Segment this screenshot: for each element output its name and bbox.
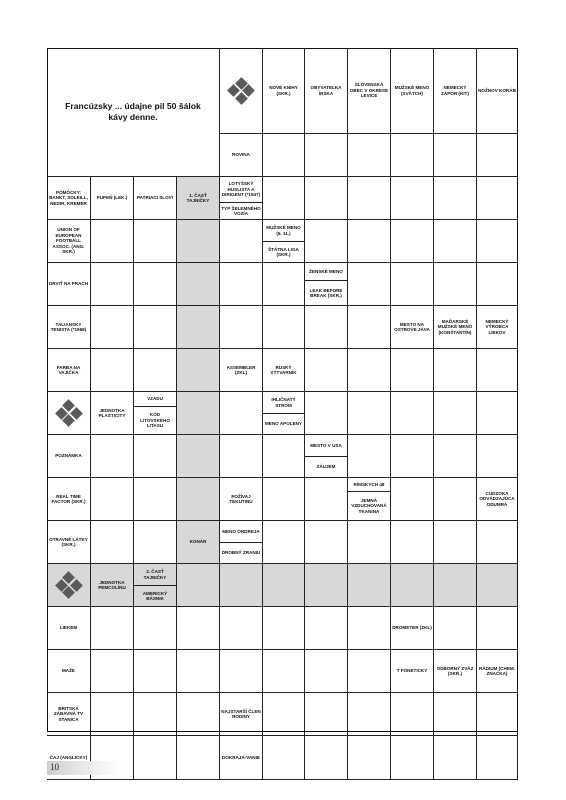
split-clue-cell <box>263 220 305 263</box>
answer-cell[interactable] <box>220 607 263 650</box>
clue-text: NOVÉ KNIHY (SKR.) <box>269 85 298 96</box>
answer-cell[interactable] <box>134 736 177 780</box>
answer-cell[interactable] <box>434 263 477 306</box>
answer-cell[interactable] <box>134 220 177 263</box>
answer-cell[interactable] <box>263 435 305 478</box>
answer-cell[interactable] <box>91 693 134 736</box>
answer-cell[interactable] <box>134 263 177 306</box>
page-number: 10 <box>50 762 59 772</box>
clue-text-top: MENO ONDREJA <box>220 521 262 543</box>
answer-cell[interactable] <box>177 650 220 693</box>
answer-cell[interactable] <box>177 564 220 607</box>
clue-text-top: LOTYŠSKÝ HUSLISTA A DIRIGENT (*1947) <box>220 177 262 203</box>
split-clue-cell <box>134 564 177 607</box>
clue-cell <box>91 392 134 435</box>
answer-cell[interactable] <box>434 564 477 607</box>
clue-text: LIEKEM <box>59 625 78 631</box>
clue-cell <box>434 650 477 693</box>
clue-cell <box>220 736 263 780</box>
clue-text: DROMETER (ZKL) <box>392 625 432 631</box>
answer-cell[interactable] <box>177 392 220 435</box>
clue-text: MUŽSKÉ MENO (SVÄTCH) <box>394 85 430 96</box>
answer-cell[interactable] <box>348 177 391 220</box>
clue-cell <box>177 521 220 564</box>
answer-cell[interactable] <box>477 220 518 263</box>
diamond-ornament-icon <box>57 573 81 597</box>
clue-text: OTRAVNÉ LÁTKY (SKR.) <box>49 536 88 547</box>
answer-cell[interactable] <box>391 736 434 780</box>
clue-text-top: VZADU <box>134 392 176 407</box>
answer-cell[interactable] <box>134 478 177 521</box>
clue-cell <box>434 306 477 349</box>
answer-cell[interactable] <box>263 478 305 521</box>
clue-cell <box>391 650 434 693</box>
answer-cell[interactable] <box>134 607 177 650</box>
answer-cell[interactable] <box>177 349 220 392</box>
answer-cell[interactable] <box>177 736 220 780</box>
answer-cell[interactable] <box>434 134 477 177</box>
answer-cell[interactable] <box>477 435 518 478</box>
answer-cell[interactable] <box>434 521 477 564</box>
clue-cell <box>177 177 220 220</box>
answer-cell[interactable] <box>263 607 305 650</box>
answer-cell[interactable] <box>305 736 348 780</box>
answer-cell[interactable] <box>305 564 348 607</box>
answer-cell[interactable] <box>134 693 177 736</box>
clue-cell <box>47 650 91 693</box>
answer-cell[interactable] <box>263 693 305 736</box>
answer-cell[interactable] <box>263 306 305 349</box>
clue-text: JEDNOTKA PEMCOLÍNU <box>98 579 126 590</box>
answer-cell[interactable] <box>305 650 348 693</box>
answer-cell[interactable] <box>177 263 220 306</box>
answer-cell[interactable] <box>134 650 177 693</box>
answer-cell[interactable] <box>477 607 518 650</box>
clue-cell <box>391 48 434 134</box>
answer-cell[interactable] <box>91 607 134 650</box>
clue-text-bottom: KÓD LITOVSKÉHO LITASU <box>140 412 170 429</box>
clue-cell <box>477 478 518 521</box>
answer-cell[interactable] <box>91 521 134 564</box>
split-clue-cell <box>220 177 263 220</box>
clue-cell <box>348 48 391 134</box>
diamond-cell <box>220 48 263 134</box>
answer-cell[interactable] <box>134 306 177 349</box>
answer-cell[interactable] <box>434 736 477 780</box>
answer-cell[interactable] <box>348 349 391 392</box>
clue-text: JEDNOTKA PLASTICITY <box>98 407 126 418</box>
clue-text: PUPEŇ (LEK.) <box>96 195 128 201</box>
clue-text: MESTO NA OSTROVE JÁVA <box>394 321 430 332</box>
clue-cell <box>220 693 263 736</box>
clue-cell <box>91 564 134 607</box>
clue-cell <box>91 177 134 220</box>
answer-cell[interactable] <box>391 392 434 435</box>
answer-cell[interactable] <box>91 435 134 478</box>
puzzle-title: Francúzsky ... údajne pil 50 šálok kávy denne. <box>65 101 201 122</box>
clue-text: NEMECKÝ ZÁPOR (KIT) <box>441 85 469 96</box>
answer-cell[interactable] <box>263 650 305 693</box>
answer-cell[interactable] <box>348 263 391 306</box>
answer-cell[interactable] <box>348 134 391 177</box>
clue-cell <box>47 607 91 650</box>
answer-cell[interactable] <box>91 220 134 263</box>
clue-text: KONÁR <box>189 539 207 545</box>
clue-text: POMÔCKY: BANKT, SOLEILL, NEDIR, KREMER <box>49 189 88 206</box>
answer-cell[interactable] <box>305 177 348 220</box>
diamond-ornament-icon <box>229 79 253 103</box>
clue-cell <box>47 177 91 220</box>
clue-cell <box>220 134 263 177</box>
split-clue-cell <box>305 435 348 478</box>
answer-cell[interactable] <box>220 564 263 607</box>
answer-cell[interactable] <box>305 220 348 263</box>
clue-text: CUDZOKA ODVÁDZAJÚCA ODUMRA <box>479 490 515 507</box>
clue-text: REAL TIME FACTOR (SKR.) <box>51 493 86 504</box>
clue-cell <box>220 349 263 392</box>
answer-cell[interactable] <box>91 349 134 392</box>
clue-text: NOŽNOV KORÁB <box>478 87 516 93</box>
clue-text-top: MUŽSKÉ MENO (5. 11.) <box>263 220 304 242</box>
answer-cell[interactable] <box>220 263 263 306</box>
clue-text-top: 2. ČASŤ TAJNIČKY <box>134 564 176 586</box>
diamond-ornament-icon <box>57 401 81 425</box>
clue-text-bottom: DROBNÝ ZRANIU <box>221 550 261 556</box>
clue-cell <box>434 48 477 134</box>
clue-cell <box>134 177 177 220</box>
answer-cell[interactable] <box>348 220 391 263</box>
answer-cell[interactable] <box>305 693 348 736</box>
answer-cell[interactable] <box>477 564 518 607</box>
clue-text: PATRIACI SLOVI <box>136 195 174 201</box>
clue-cell <box>47 220 91 263</box>
clue-cell <box>391 607 434 650</box>
answer-cell[interactable] <box>477 177 518 220</box>
split-clue-cell <box>348 478 391 521</box>
clue-text: MAĎARSKÉ MUŽSKÉ MENO (KONŠTANTÍN) <box>437 318 473 335</box>
answer-cell[interactable] <box>134 349 177 392</box>
answer-cell[interactable] <box>220 220 263 263</box>
answer-cell[interactable] <box>477 392 518 435</box>
clue-text: NAJSTARŠÍ ČLEN RODINY <box>221 708 261 719</box>
clue-text-bottom: LEAK BEFORE BREAK (SKR.) <box>309 287 343 298</box>
clue-text: BRITSKÁ ZÁBAVNÁ TV STANICA <box>53 705 84 722</box>
clue-text-top: IHLIČNATÝ STROM <box>263 392 304 414</box>
answer-cell[interactable] <box>263 736 305 780</box>
answer-cell[interactable] <box>177 478 220 521</box>
clue-cell <box>263 48 305 134</box>
answer-cell[interactable] <box>305 478 348 521</box>
answer-cell[interactable] <box>391 134 434 177</box>
clue-text: NEMECKÝ VÝROBCA LIEKOV <box>485 318 509 335</box>
clue-cell <box>47 478 91 521</box>
answer-cell[interactable] <box>220 392 263 435</box>
answer-cell[interactable] <box>434 349 477 392</box>
answer-cell[interactable] <box>391 693 434 736</box>
answer-cell[interactable] <box>434 693 477 736</box>
answer-cell[interactable] <box>305 349 348 392</box>
answer-cell[interactable] <box>391 220 434 263</box>
answer-cell[interactable] <box>134 435 177 478</box>
answer-cell[interactable] <box>220 306 263 349</box>
answer-cell[interactable] <box>391 478 434 521</box>
clue-cell <box>220 478 263 521</box>
clue-text: ODBORNÝ ZVÄZ (SKR.) <box>436 665 474 676</box>
clue-text: RUSKÝ VÝTVARNÍK <box>270 364 297 375</box>
answer-cell[interactable] <box>348 736 391 780</box>
answer-cell[interactable] <box>263 521 305 564</box>
answer-cell[interactable] <box>477 736 518 780</box>
clue-cell <box>477 48 518 134</box>
clue-text-bottom: JEMNÁ VZDUCHOVANÁ TKANINA <box>351 497 387 514</box>
answer-cell[interactable] <box>220 435 263 478</box>
answer-cell[interactable] <box>263 564 305 607</box>
clue-cell <box>391 306 434 349</box>
answer-cell[interactable] <box>391 435 434 478</box>
clue-text: ROVINA <box>232 152 250 158</box>
clue-text: TALIANSKY TENISTA (*1958) <box>50 321 87 332</box>
answer-cell[interactable] <box>434 220 477 263</box>
clue-text-top: ŽENSKÉ MENO <box>305 263 347 281</box>
clue-cell <box>47 263 91 306</box>
answer-cell[interactable] <box>434 607 477 650</box>
answer-cell[interactable] <box>91 263 134 306</box>
diamond-cell <box>47 392 91 435</box>
clue-text-bottom: TYP ŠELEMNÉHO VOZÍA <box>221 205 261 216</box>
answer-cell[interactable] <box>348 693 391 736</box>
clue-cell <box>47 306 91 349</box>
clue-text: T FONETICKY <box>396 668 428 674</box>
answer-cell[interactable] <box>134 521 177 564</box>
answer-cell[interactable] <box>477 521 518 564</box>
puzzle-title-cell <box>47 48 220 177</box>
answer-cell[interactable] <box>263 263 305 306</box>
split-clue-cell <box>263 392 305 435</box>
clue-cell <box>47 521 91 564</box>
answer-cell[interactable] <box>348 521 391 564</box>
clue-text: FARBA NA VAJÍČKA <box>56 364 81 375</box>
clue-text: SLOVENSKÁ OBEC V OKRESE LEVICE <box>349 82 389 99</box>
split-clue-cell <box>305 263 348 306</box>
clue-cell <box>263 349 305 392</box>
answer-cell[interactable] <box>305 392 348 435</box>
clue-cell <box>47 693 91 736</box>
answer-cell[interactable] <box>391 177 434 220</box>
answer-cell[interactable] <box>91 306 134 349</box>
answer-cell[interactable] <box>305 521 348 564</box>
answer-cell[interactable] <box>434 478 477 521</box>
clue-text: DRVIŤ NA PRACH <box>48 281 89 287</box>
answer-cell[interactable] <box>348 435 391 478</box>
clue-text: UNION OF EUROPEAN FOOTBALL ASSOC. (ANG. SKR.) <box>52 227 85 255</box>
answer-cell[interactable] <box>434 392 477 435</box>
clue-cell <box>477 650 518 693</box>
clue-text-bottom: MENO APOLENY <box>264 421 303 427</box>
answer-cell[interactable] <box>477 349 518 392</box>
answer-cell[interactable] <box>177 435 220 478</box>
clue-cell <box>47 435 91 478</box>
answer-cell[interactable] <box>477 263 518 306</box>
answer-cell[interactable] <box>348 392 391 435</box>
clue-text: POZNÁMKA <box>55 453 82 459</box>
answer-cell[interactable] <box>305 306 348 349</box>
split-clue-cell <box>134 392 177 435</box>
clue-text: RÁDIUM (CHEM. ZNAČKA) <box>479 665 515 676</box>
clue-text: MAŽE <box>61 668 75 674</box>
clue-text-bottom: AMERICKÝ BÁSNIK <box>142 590 168 601</box>
clue-text: ČAJ (ANGLICKY) <box>49 754 88 760</box>
clue-text-top: RÍMSKYCH 48 <box>348 478 390 492</box>
answer-cell[interactable] <box>477 693 518 736</box>
crossword-grid <box>47 48 518 760</box>
answer-cell[interactable] <box>91 478 134 521</box>
clue-text-top: MESTO V USA <box>305 435 347 457</box>
clue-text: ASSEMBLER (ZKL) <box>226 364 256 375</box>
answer-cell[interactable] <box>434 177 477 220</box>
diamond-cell <box>47 564 91 607</box>
answer-cell[interactable] <box>391 263 434 306</box>
answer-cell[interactable] <box>305 134 348 177</box>
answer-cell[interactable] <box>348 650 391 693</box>
clue-text-bottom: ŠTÁTNA LIGA (SKR.) <box>268 246 299 257</box>
clue-text: OBYVATEĽKA ÍRSKA <box>310 85 342 96</box>
split-clue-cell <box>220 521 263 564</box>
answer-cell[interactable] <box>391 564 434 607</box>
answer-cell[interactable] <box>263 134 305 177</box>
clue-text-bottom: ZÁUJEM <box>316 464 336 470</box>
answer-cell[interactable] <box>348 607 391 650</box>
answer-cell[interactable] <box>434 435 477 478</box>
clue-text: DOKRAJA-VANIE <box>222 754 260 760</box>
answer-cell[interactable] <box>391 521 434 564</box>
clue-cell <box>477 306 518 349</box>
clue-text: POŽÍVAJ TEKUTINU <box>229 493 253 504</box>
answer-cell[interactable] <box>177 220 220 263</box>
clue-cell <box>47 349 91 392</box>
answer-cell[interactable] <box>348 564 391 607</box>
answer-cell[interactable] <box>391 349 434 392</box>
clue-text: 1. ČASŤ TAJNIČKY <box>186 192 210 203</box>
answer-cell[interactable] <box>305 607 348 650</box>
answer-cell[interactable] <box>348 306 391 349</box>
answer-cell[interactable] <box>263 177 305 220</box>
answer-cell[interactable] <box>177 306 220 349</box>
answer-cell[interactable] <box>477 134 518 177</box>
answer-cell[interactable] <box>177 693 220 736</box>
answer-cell[interactable] <box>220 650 263 693</box>
answer-cell[interactable] <box>177 607 220 650</box>
clue-cell <box>305 48 348 134</box>
answer-cell[interactable] <box>91 650 134 693</box>
